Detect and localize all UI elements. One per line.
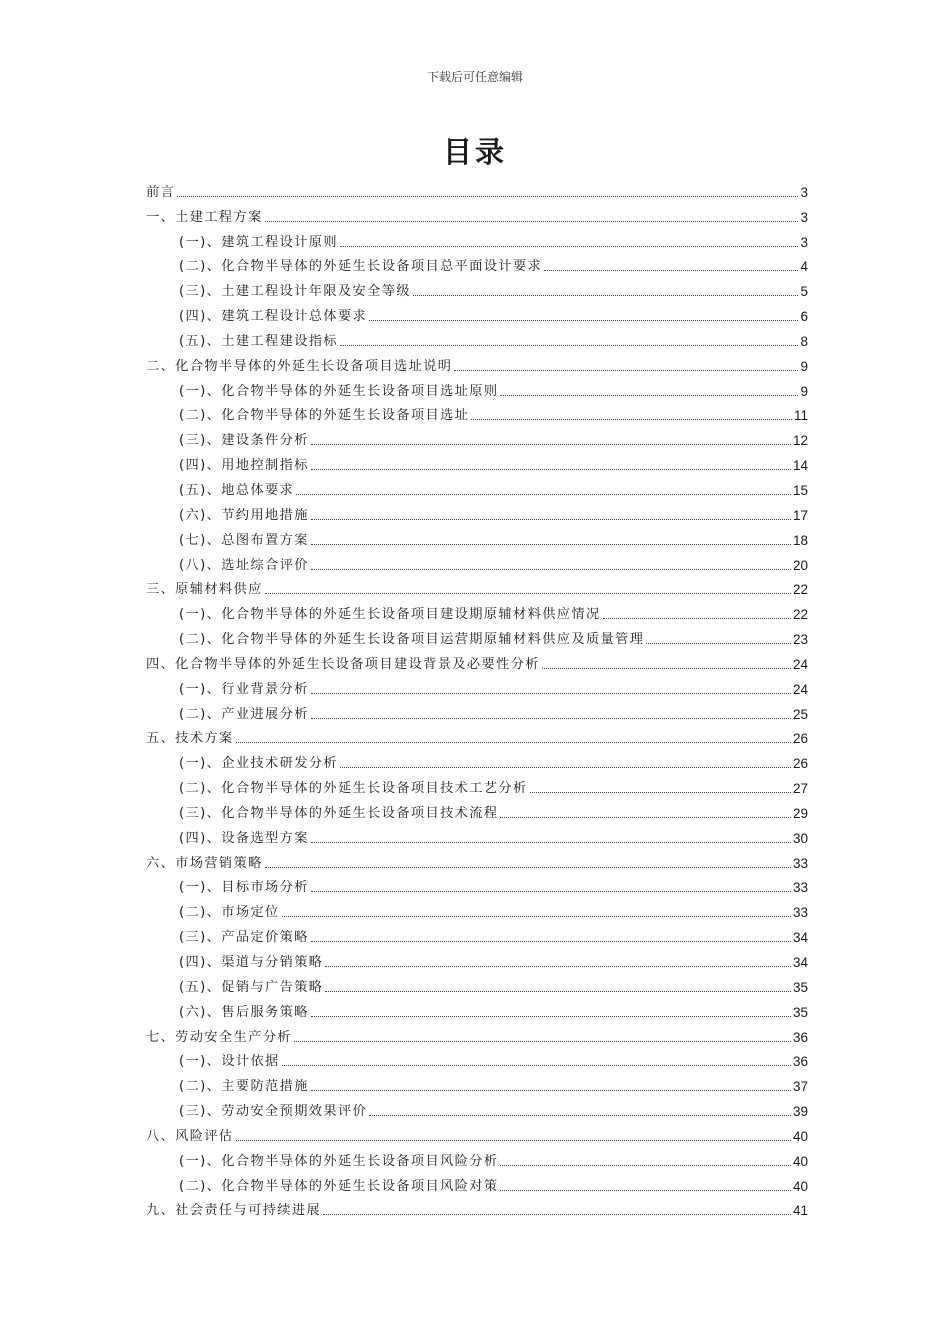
dot-leader	[325, 991, 791, 992]
toc-entry[interactable]	[146, 623, 808, 648]
toc-entry-label: (二)、市场定位	[179, 905, 280, 921]
toc-entry-label: (四)、渠道与分销策略	[179, 955, 324, 970]
toc-entry-label: 一、土建工程方案	[146, 209, 263, 225]
dot-leader	[311, 891, 791, 892]
toc-entry-page-number: 35	[792, 979, 808, 995]
toc-entry-label: (二)、化合物半导体的外延生长设备项目选址	[179, 408, 470, 424]
toc-entry-label: 六、市场营销策略	[146, 855, 263, 871]
dot-leader	[311, 1016, 791, 1017]
toc-entry[interactable]	[146, 350, 808, 375]
dot-leader	[282, 916, 791, 917]
dot-leader	[413, 295, 799, 296]
header-note: 下载后可任意编辑	[426, 70, 523, 84]
toc-entry[interactable]	[146, 1195, 808, 1220]
toc-entry[interactable]	[146, 251, 808, 276]
toc-entry[interactable]	[146, 946, 808, 971]
dot-leader	[471, 419, 792, 420]
toc-entry-label: (六)、节约用地措施	[179, 507, 309, 523]
dot-leader	[542, 668, 791, 669]
dot-leader	[544, 270, 798, 271]
toc-entry[interactable]	[146, 598, 808, 623]
dot-leader	[500, 817, 791, 818]
toc-entry-page-number: 27	[792, 781, 808, 797]
toc-entry-label: (三)、建设条件分析	[179, 433, 309, 449]
toc-entry[interactable]	[146, 822, 808, 847]
table-of-contents	[146, 176, 808, 1219]
toc-entry[interactable]	[146, 698, 808, 723]
toc-entry[interactable]	[146, 723, 808, 748]
toc-entry-page-number: 18	[792, 532, 808, 548]
toc-entry-page-number: 40	[792, 1153, 808, 1169]
toc-entry[interactable]	[146, 847, 808, 872]
toc-entry-page-number: 8	[800, 333, 808, 349]
toc-entry[interactable]	[146, 872, 808, 897]
dot-leader	[340, 767, 791, 768]
dot-leader	[325, 966, 791, 967]
dot-leader	[311, 544, 791, 545]
dot-leader	[311, 519, 791, 520]
toc-entry-label: (一)、目标市场分析	[179, 880, 309, 896]
toc-entry-page-number: 9	[800, 383, 808, 399]
toc-entry-page-number: 36	[792, 1054, 808, 1070]
toc-entry[interactable]	[146, 648, 808, 673]
toc-entry-page-number: 6	[800, 309, 808, 325]
toc-entry-label: (一)、行业背景分析	[179, 681, 309, 697]
toc-entry[interactable]	[146, 1145, 808, 1170]
toc-entry-page-number: 23	[792, 632, 808, 648]
toc-entry-label: (七)、总图布置方案	[179, 532, 309, 548]
toc-entry[interactable]	[146, 797, 808, 822]
toc-entry-page-number: 9	[800, 358, 808, 374]
toc-entry-label: 七、劳动安全生产分析	[146, 1029, 292, 1045]
toc-entry[interactable]	[146, 375, 808, 400]
toc-entry-label: (二)、化合物半导体的外延生长设备项目风险对策	[179, 1178, 499, 1194]
dot-leader	[340, 246, 799, 247]
dot-leader	[311, 1090, 791, 1091]
dot-leader	[265, 221, 799, 222]
toc-entry-label: (三)、产品定价策略	[179, 930, 309, 946]
toc-entry[interactable]	[146, 574, 808, 599]
toc-entry-page-number: 5	[800, 284, 808, 300]
toc-entry-page-number: 34	[792, 930, 808, 946]
toc-entry[interactable]	[146, 474, 808, 499]
toc-entry[interactable]	[146, 499, 808, 524]
toc-entry[interactable]	[146, 1120, 808, 1145]
toc-entry-label: (三)、化合物半导体的外延生长设备项目技术流程	[179, 805, 499, 821]
toc-entry-page-number: 22	[792, 607, 808, 623]
toc-entry[interactable]	[146, 275, 808, 300]
toc-entry[interactable]	[146, 226, 808, 251]
toc-entry-page-number: 24	[792, 656, 808, 672]
toc-entry-label: 八、风险评估	[146, 1128, 234, 1144]
toc-entry-page-number: 12	[792, 433, 808, 449]
toc-entry-label: 前言	[146, 184, 176, 200]
toc-entry-label: (四)、建筑工程设计总体要求	[179, 309, 368, 325]
dot-leader	[369, 320, 798, 321]
toc-entry[interactable]	[146, 176, 808, 201]
toc-entry[interactable]	[146, 747, 808, 772]
toc-entry-label: 五、技术方案	[146, 731, 234, 747]
dot-leader	[177, 196, 798, 197]
toc-entry-page-number: 40	[792, 1178, 808, 1194]
dot-leader	[369, 1115, 791, 1116]
toc-entry-label: (一)、化合物半导体的外延生长设备项目风险分析	[179, 1153, 499, 1169]
toc-entry[interactable]	[146, 673, 808, 698]
dot-leader	[282, 1065, 791, 1066]
toc-entry-label: (六)、售后服务策略	[179, 1004, 309, 1020]
toc-entry[interactable]	[146, 772, 808, 797]
dot-leader	[296, 494, 791, 495]
toc-entry-label: (八)、选址综合评价	[179, 557, 309, 573]
toc-entry-page-number: 33	[792, 880, 808, 896]
toc-entry-label: 四、化合物半导体的外延生长设备项目建设背景及必要性分析	[146, 656, 540, 672]
toc-entry-page-number: 34	[792, 955, 808, 970]
toc-entry-page-number: 4	[800, 259, 808, 275]
toc-entry-label: (三)、劳动安全预期效果评价	[179, 1104, 368, 1120]
toc-entry-page-number: 25	[792, 706, 808, 722]
toc-entry[interactable]	[146, 971, 808, 996]
toc-entry-page-number: 3	[800, 184, 808, 200]
toc-entry-label: (一)、建筑工程设计原则	[179, 234, 338, 250]
dot-leader	[311, 718, 791, 719]
dot-leader	[311, 941, 791, 942]
toc-entry-page-number: 11	[793, 408, 808, 424]
toc-entry-page-number: 26	[792, 756, 808, 772]
toc-entry-page-number: 36	[792, 1029, 808, 1045]
toc-entry-page-number: 29	[792, 805, 808, 821]
toc-entry[interactable]	[146, 1095, 808, 1120]
dot-leader	[311, 469, 791, 470]
toc-entry-label: (五)、地总体要求	[179, 482, 295, 498]
toc-entry-page-number: 37	[792, 1079, 808, 1095]
toc-entry[interactable]	[146, 1021, 808, 1046]
dot-leader	[530, 792, 791, 793]
dot-leader	[340, 345, 799, 346]
dot-leader	[265, 593, 791, 594]
toc-entry-page-number: 3	[800, 209, 808, 225]
toc-entry-page-number: 15	[792, 482, 808, 498]
dot-leader	[454, 370, 798, 371]
dot-leader	[294, 1041, 791, 1042]
toc-entry-page-number: 14	[792, 458, 808, 474]
toc-entry[interactable]	[146, 996, 808, 1021]
toc-entry-page-number: 41	[792, 1203, 808, 1219]
toc-entry[interactable]	[146, 1046, 808, 1071]
dot-leader	[500, 395, 798, 396]
toc-entry-label: (二)、化合物半导体的外延生长设备项目运营期原辅材料供应及质量管理	[179, 632, 645, 648]
toc-entry-page-number: 17	[792, 507, 808, 523]
toc-entry-label: (二)、化合物半导体的外延生长设备项目总平面设计要求	[179, 259, 543, 275]
toc-entry-label: (二)、化合物半导体的外延生长设备项目技术工艺分析	[179, 781, 528, 797]
toc-entry-label: 九、社会责任与可持续进展	[146, 1203, 322, 1219]
toc-entry[interactable]	[146, 524, 808, 549]
toc-entry[interactable]	[146, 300, 808, 325]
toc-entry-page-number: 20	[792, 557, 808, 573]
toc-entry[interactable]	[146, 1170, 808, 1195]
toc-entry-page-number: 33	[792, 855, 808, 871]
toc-entry-label: (四)、设备选型方案	[179, 830, 309, 846]
dot-leader	[236, 742, 791, 743]
toc-entry-label: (四)、用地控制指标	[179, 458, 309, 474]
toc-entry-label: 二、化合物半导体的外延生长设备项目选址说明	[146, 358, 453, 374]
dot-leader	[311, 842, 791, 843]
toc-entry[interactable]	[146, 896, 808, 921]
dot-leader	[311, 569, 791, 570]
toc-entry-label: (二)、主要防范措施	[179, 1079, 309, 1095]
toc-entry-page-number: 3	[800, 234, 808, 250]
toc-entry-page-number: 35	[792, 1004, 808, 1020]
toc-entry[interactable]	[146, 449, 808, 474]
dot-leader	[311, 444, 791, 445]
dot-leader	[500, 1190, 791, 1191]
toc-entry[interactable]	[146, 549, 808, 574]
toc-entry[interactable]	[146, 921, 808, 946]
toc-entry-label: (一)、化合物半导体的外延生长设备项目建设期原辅材料供应情况	[179, 607, 601, 623]
toc-entry-label: (一)、企业技术研发分析	[179, 756, 338, 772]
toc-entry-page-number: 30	[792, 830, 808, 846]
dot-leader	[646, 643, 791, 644]
dot-leader	[265, 867, 791, 868]
toc-entry-page-number: 40	[792, 1128, 808, 1144]
toc-entry-page-number: 39	[792, 1104, 808, 1120]
toc-entry-page-number: 26	[792, 731, 808, 747]
toc-entry-label: (五)、促销与广告策略	[179, 979, 324, 995]
toc-entry-label: (一)、化合物半导体的外延生长设备项目选址原则	[179, 383, 499, 399]
toc-entry-label: (二)、产业进展分析	[179, 706, 309, 722]
toc-entry-label: (五)、土建工程建设指标	[179, 333, 338, 349]
toc-entry[interactable]	[146, 424, 808, 449]
dot-leader	[236, 1140, 791, 1141]
toc-entry[interactable]	[146, 325, 808, 350]
toc-entry-page-number: 22	[792, 582, 808, 598]
toc-entry-label: (三)、土建工程设计年限及安全等级	[179, 284, 411, 300]
dot-leader	[500, 1165, 791, 1166]
toc-entry-label: 三、原辅材料供应	[146, 582, 263, 598]
toc-entry-label: (一)、设计依据	[179, 1054, 280, 1070]
dot-leader	[323, 1214, 791, 1215]
dot-leader	[311, 693, 791, 694]
toc-entry[interactable]	[146, 1070, 808, 1095]
toc-entry-page-number: 33	[792, 905, 808, 921]
toc-title: 目录	[442, 135, 507, 169]
toc-entry[interactable]	[146, 201, 808, 226]
toc-entry-page-number: 24	[792, 681, 808, 697]
toc-entry[interactable]	[146, 400, 808, 425]
dot-leader	[603, 618, 791, 619]
